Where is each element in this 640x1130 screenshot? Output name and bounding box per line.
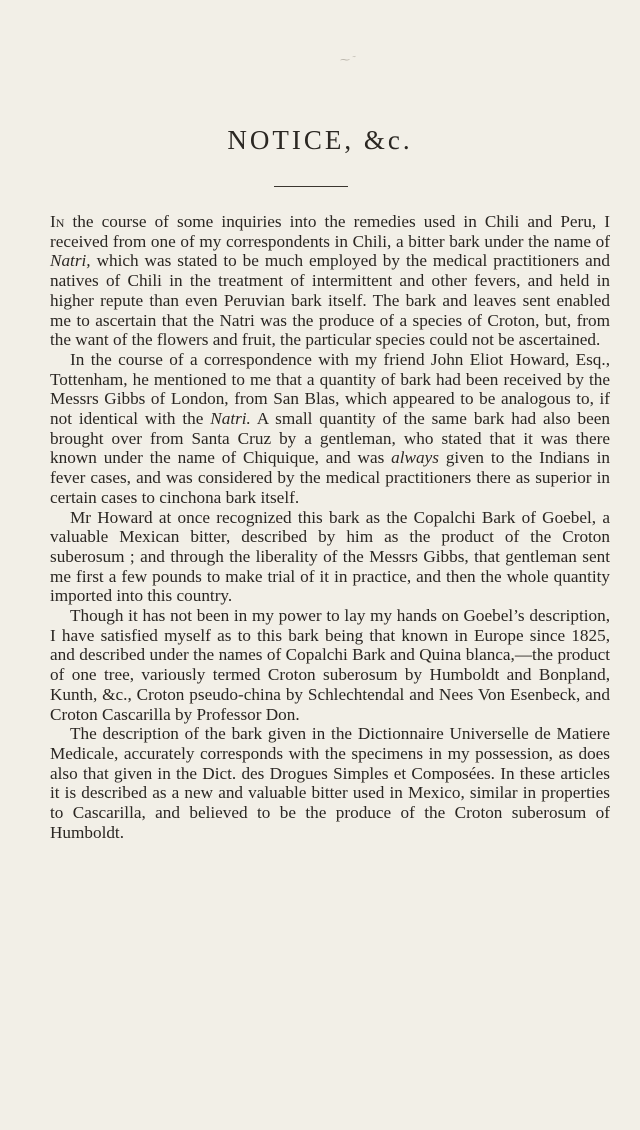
paragraph-2-text-a: In the course of a correspondence with my friend John Eliot Howard, Esq., Tottenham, he mentioned to me that a quantity of bark had been received by the Messrs Gibbs of London, from San Blas, which appeared to be analogous to, if not identical with the [50, 349, 610, 429]
page-smudge-mark: ⁓ ˜ [340, 55, 356, 66]
paragraph-1 [50, 212, 610, 350]
body-text [50, 212, 610, 843]
paragraph-1-italic-natri: Natri, [50, 251, 91, 271]
title-divider [274, 186, 348, 187]
paragraph-2-text-c: given to the Indians in fever cases, and was considered by the medical practitioners there as superior in certain cases to cinchona bark itself. [50, 448, 610, 507]
paragraph-2-italic-natri: Natri. [210, 409, 251, 429]
paragraph-2-italic-always: always [391, 448, 439, 468]
paragraph-3 [50, 508, 610, 607]
paragraph-4-text: Though it has not been in my power to lay my hands on Goebel’s description, I have satisfied myself as to this bark being that known in Europe since 1825, and described under the names of Copalchi Bark and Quina blanca,—the product of one tree, variously termed Croton suberosum by Humboldt and Bonpland, Kunth, &c., Croton pseudo-china by Schlechtendal and Nees Von Esenbeck, and Croton Cascarilla by Professor Don. [50, 606, 610, 724]
paragraph-5-text: The description of the bark given in the Dictionnaire Universelle de Matiere Medicale, accurately corresponds with the specimens in my possession, as does also that given in the Dict. des Drogues Simples et Composées. In these articles it is described as a new and valuable bitter used in Mexico, similar in properties to Cascarilla, and believed to be the produce of the Croton suberosum of Humboldt. [50, 724, 610, 842]
paragraph-4 [50, 606, 610, 724]
page-title: NOTICE, &c. [227, 125, 413, 155]
paragraph-1-lead: In [50, 212, 65, 231]
paragraph-1-text-b: which was stated to be much employed by the medical practitioners and natives of Chili in the treatment of intermittent and other fevers, and held in higher repute than even Peruvian bark itself. The bark and leaves sent enabled me to ascertain that the Natri was the produce of a species of Croton, but, from the want of the flowers and fruit, the particular species could not be ascertained. [50, 251, 610, 350]
paragraph-3-text: Mr Howard at once recognized this bark as the Copalchi Bark of Goebel, a valuable Mexican bitter, described by him as the product of the Croton suberosum ; and through the liberality of the Messrs Gibbs, that gentleman sent me first a few pounds to make trial of it in practice, and then the whole quantity imported into this country. [50, 507, 610, 606]
paragraph-1-text-a: the course of some inquiries into the remedies used in Chili and Peru, I received from one of my correspondents in Chili, a bitter bark under the name of [50, 212, 610, 251]
paragraph-2-text-b: A small quantity of the same bark had also been brought over from Santa Cruz by a gentleman, who stated that it was there known under the name of Chiquique, and was [50, 409, 610, 468]
paragraph-2 [50, 350, 610, 508]
paragraph-5 [50, 724, 610, 842]
